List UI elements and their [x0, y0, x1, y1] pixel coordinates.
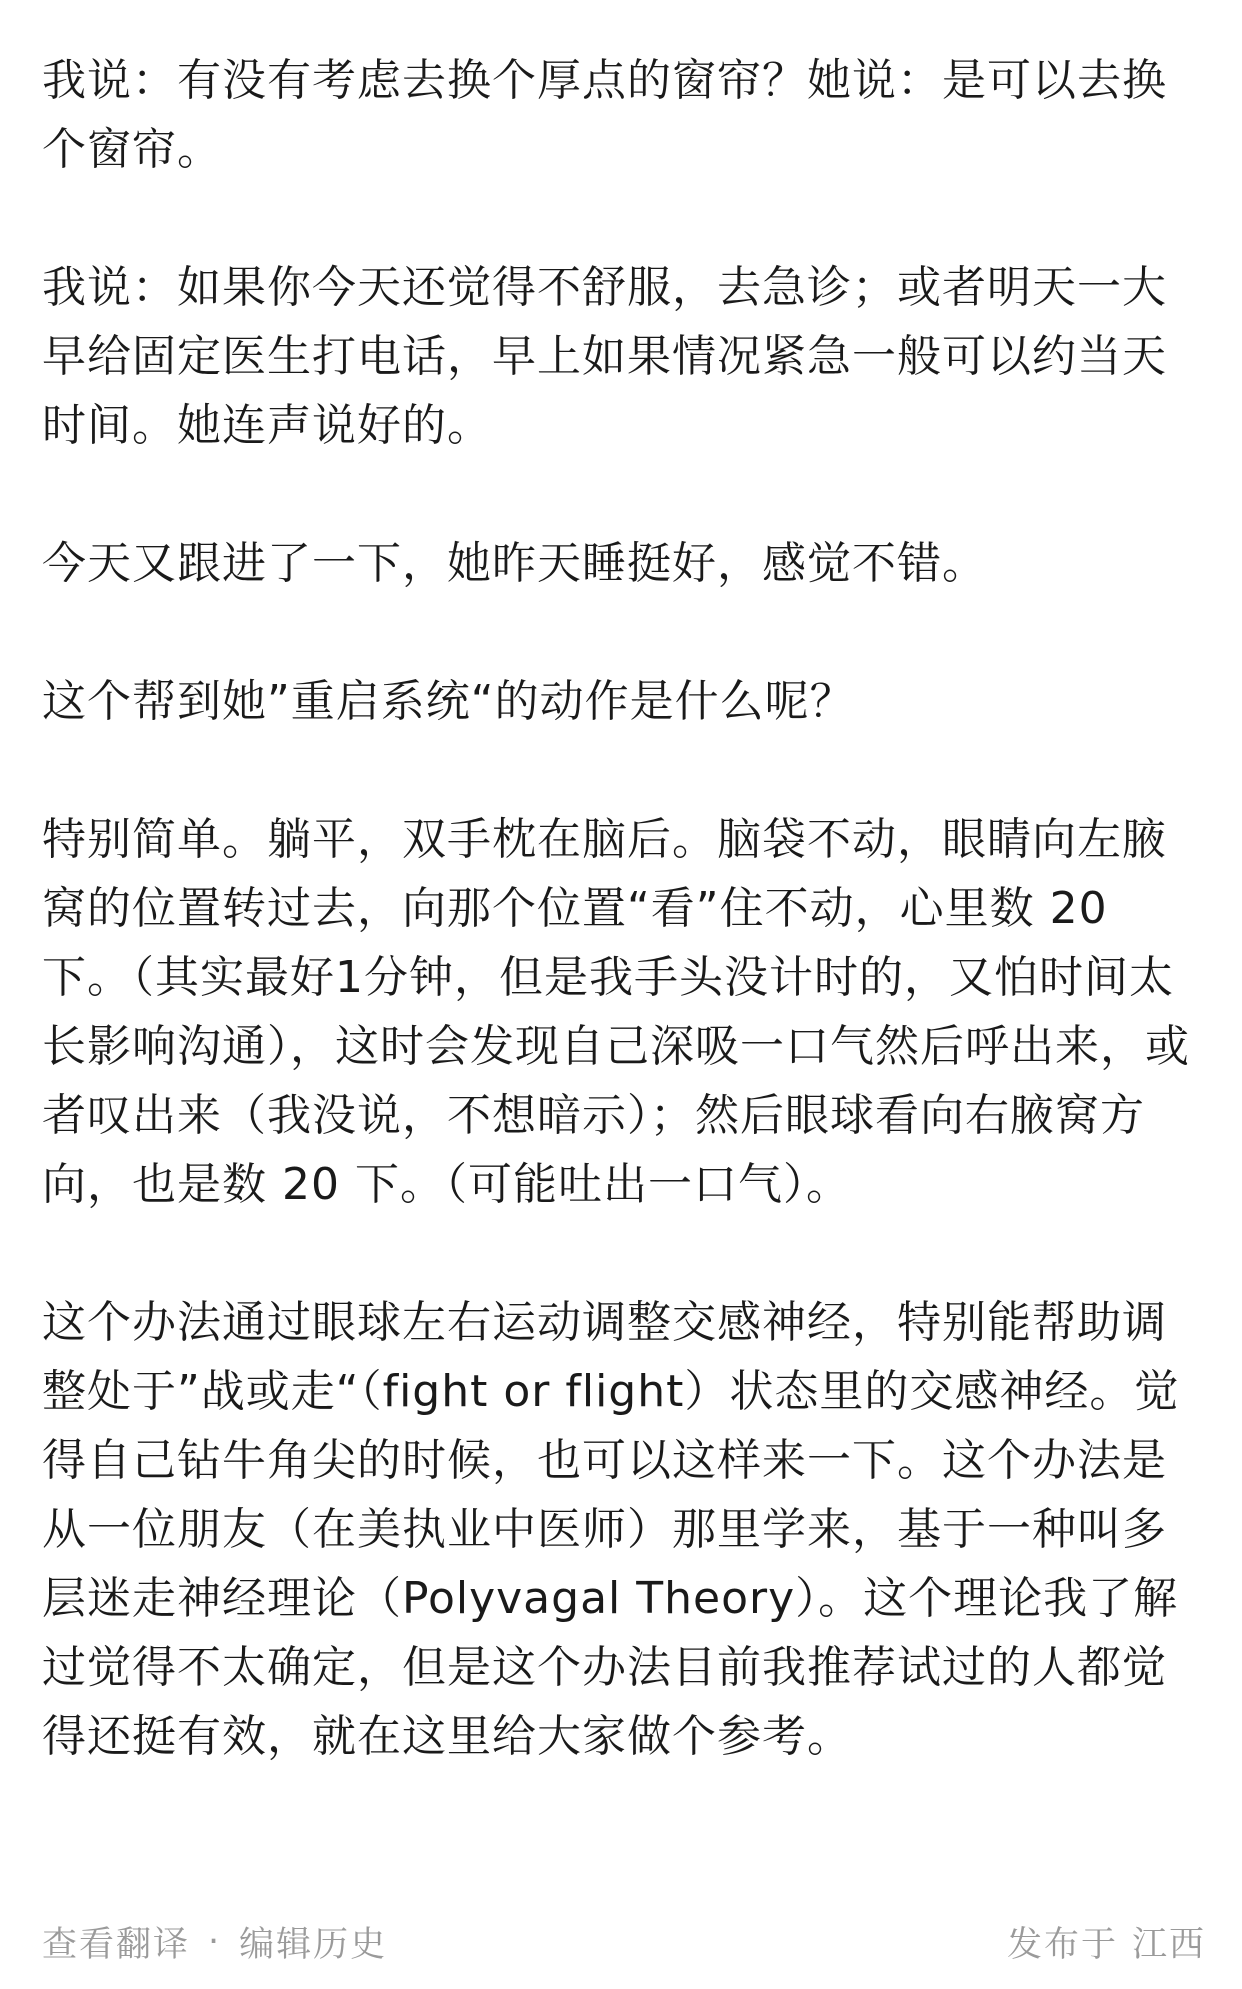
post-footer — [42, 1916, 1206, 1968]
post-paragraph: 这个办法通过眼球左右运动调整交感神经，特别能帮助调整处于”战或走“（fight or flight）状态里的交感神经。觉得自己钻牛角尖的时候，也可以这样来一下。这个办法是从一位朋友（在美执业中医师）那里学来，基于一种叫多层迷走神经理论（Polyvagal Theory）。这个理论我了解过觉得不太确定，但是这个办法目前我推荐试过的人都觉得还挺有效，就在这里给大家做个参考。 — [42, 1297, 1180, 1762]
view-translation-link[interactable]: 查看翻译 — [42, 1925, 191, 1965]
post-paragraph: 今天又跟进了一下，她昨天睡挺好，感觉不错。 — [42, 538, 987, 589]
location-label: 江西 — [1131, 1925, 1206, 1965]
published-prefix: 发布于 — [1006, 1925, 1118, 1965]
publish-location — [1007, 1917, 1206, 1967]
post-paragraph: 我说：有没有考虑去换个厚点的窗帘？她说：是可以去换个窗帘。 — [42, 55, 1167, 175]
post-paragraph: 特别简单。躺平，双手枕在脑后。脑袋不动，眼睛向左腋窝的位置转过去，向那个位置“看”住不动，心里数 20 下。（其实最好1分钟，但是我手头没计时的，又怕时间太长影响沟通），这时会发现自己深吸一口气然后呼出来，或者叹出来（我没说，不想暗示）；然后眼球看向右腋窝方向，也是数 20 下。（可能吐出一口气）。 — [42, 814, 1190, 1210]
post-content — [42, 46, 1207, 1771]
footer-separator: · — [208, 1922, 222, 1962]
post-paragraph: 我说：如果你今天还觉得不舒服，去急诊；或者明天一大早给固定医生打电话，早上如果情况紧急一般可以约当天时间。她连声说好的。 — [42, 262, 1167, 451]
post-paragraph: 这个帮到她”重启系统“的动作是什么呢？ — [42, 676, 855, 727]
edit-history-link[interactable]: 编辑历史 — [239, 1925, 388, 1965]
footer-actions — [42, 1917, 387, 1967]
